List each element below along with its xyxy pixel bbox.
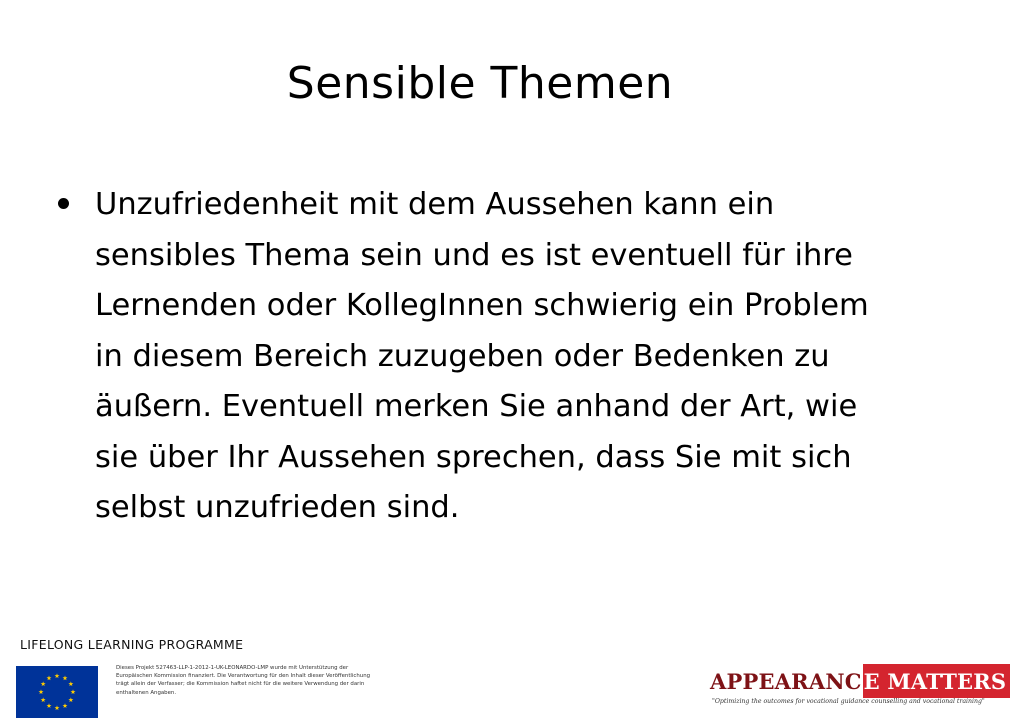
logo-wordmark-part2: E MATTERS — [863, 664, 1010, 698]
disclaimer-text: Dieses Projekt 527463-LLP-1-2012-1-UK-LEONARDO-LMP wurde mit Unterstützung der Europäischen Kommission finanziert. Die Verantwortung für den Inhalt dieser Veröffentlichung trägt allein der Verfasser; die Kommission haftet nicht für die weitere Verwendung der darin enthaltenen Angaben. — [116, 665, 371, 696]
appearance-matters-logo — [706, 662, 1007, 712]
logo-wordmark-part1: APPEARANC — [710, 668, 862, 694]
slide-title: Sensible Themen — [286, 58, 674, 109]
eu-flag-icon — [16, 666, 98, 718]
logo-wordmark — [706, 664, 1007, 698]
programme-label: LIFELONG LEARNING PROGRAMME — [20, 637, 244, 652]
logo-tagline: "Optimizing the outcomes for vocational guidance counselling and vocational training" — [712, 698, 985, 705]
bullet-text: Unzufriedenheit mit dem Aussehen kann ein sensibles Thema sein und es ist eventuell für ihre Lernenden oder KollegInnen schwierig ein Problem in diesem Bereich zuzugeben oder Bedenken zu äußern. Eventuell merken Sie anhand der Art, wie sie über Ihr Aussehen sprechen, dass Sie mit sich selbst unzufrieden sind. — [95, 187, 869, 525]
bullet-dot-icon — [58, 198, 69, 209]
